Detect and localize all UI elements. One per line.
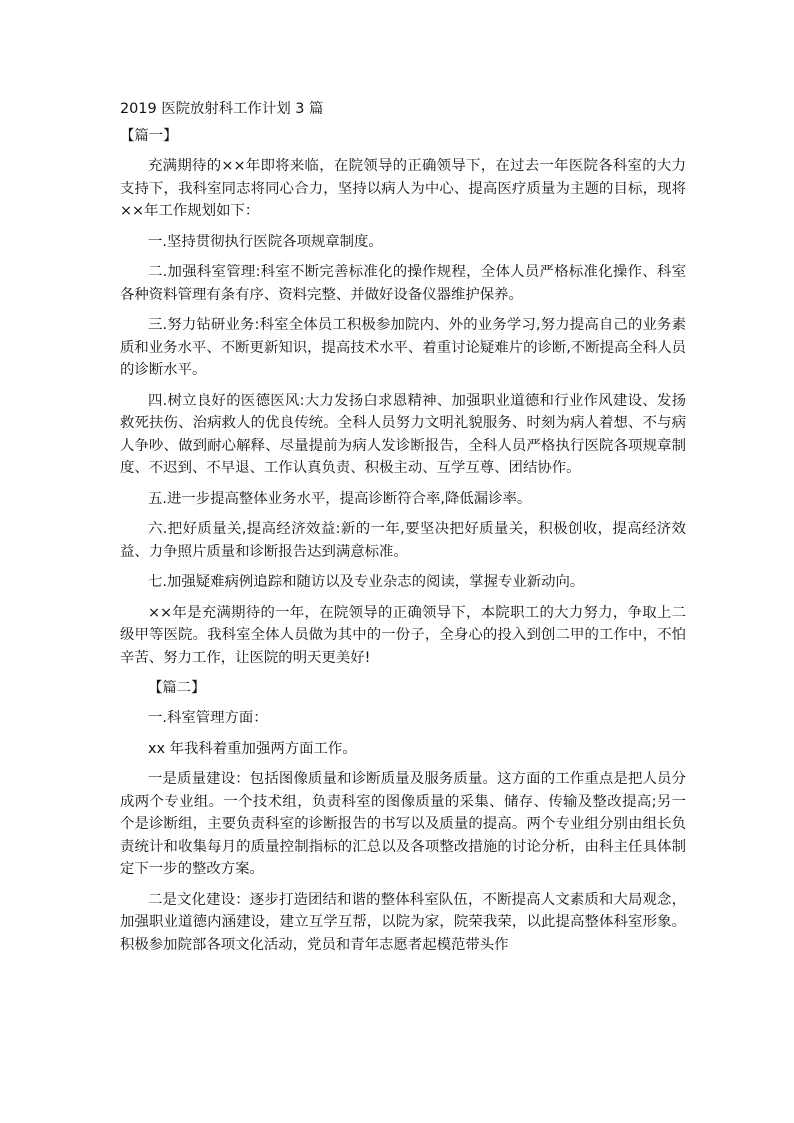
paragraph: 一.坚持贯彻执行医院各项规章制度。 [148,233,383,250]
paragraph: xx 年我科着重加强两方面工作。 [148,740,357,757]
paragraph: 一.科室管理方面： [148,710,268,726]
paragraph: 六.把好质量关,提高经济效益:新的一年,要坚决把好质量关，积极创收，提高经济效益、力争照片质量和诊断报告达到满意标准。 [120,521,686,560]
paragraph: ××年是充满期待的一年，在院领导的正确领导下，本院职工的大力努力，争取上二级甲等医院。我科室全体人员做为其中的一份子，全身心的投入到创二甲的工作中，不怕辛苦、努力工作，让医院的明天更美好! [120,604,686,666]
document-title: 2019 医院放射科工作计划 3 篇 [120,101,324,117]
paragraph: 七.加强疑难病例追踪和随访以及专业杂志的阅读，掌握专业新动向。 [148,574,585,590]
paragraph: 充满期待的××年即将来临，在院领导的正确领导下，在过去一年医院各科室的大力支持下，我科室同志将同心合力，坚持以病人为中心、提高医疗质量为主题的目标，现将××年工作规划如下： [120,158,686,219]
paragraph: 二.加强科室管理:科室不断完善标准化的操作规程，全体人员严格标准化操作、科室各种资料管理有条有序、资料完整、并做好设备仪器维护保养。 [120,264,686,303]
paragraph: 五.进一步提高整体业务水平，提高诊断符合率,降低漏诊率。 [148,490,532,507]
paragraph: 二是文化建设：逐步打造团结和谐的整体科室队伍，不断提高人文素质和大局观念，加强职业道德内涵建设，建立互学互帮，以院为家，院荣我荣，以此提高整体科室形象。积极参加院部各项文化活动，党员和青年志愿者起模范带头作 [120,891,686,953]
section-label-part-one: 【篇一】 [120,128,178,144]
paragraph: 四.树立良好的医德医风:大力发扬白求恩精神、加强职业道德和行业作风建设、发扬救死扶伤、治病救人的优良传统。全科人员努力文明礼貌服务、时刻为病人着想、不与病人争吵、做到耐心解释、尽量提前为病人发诊断报告，全科人员严格执行医院各项规章制度、不迟到、不早退、工作认真负责、积极主动、互学互尊、团结协作。 [120,392,686,476]
section-label-part-two: 【篇二】 [148,680,206,696]
document-body [120,98,686,964]
paragraph: 三.努力钻研业务:科室全体员工积极参加院内、外的业务学习,努力提高自己的业务素质和业务水平、不断更新知识，提高技术水平、着重讨论疑难片的诊断,不断提高全科人员的诊断水平。 [120,317,686,378]
paragraph: 一是质量建设：包括图像质量和诊断质量及服务质量。这方面的工作重点是把人员分成两个专业组。一个技术组，负责科室的图像质量的采集、储存、传输及整改提高;另一个是诊断组，主要负责科室的诊断报告的书写以及质量的提高。两个专业组分别由组长负责统计和收集每月的质量控制指标的汇总以及各项整改措施的讨论分析，由科主任具体制定下一步的整改方案。 [120,771,686,877]
